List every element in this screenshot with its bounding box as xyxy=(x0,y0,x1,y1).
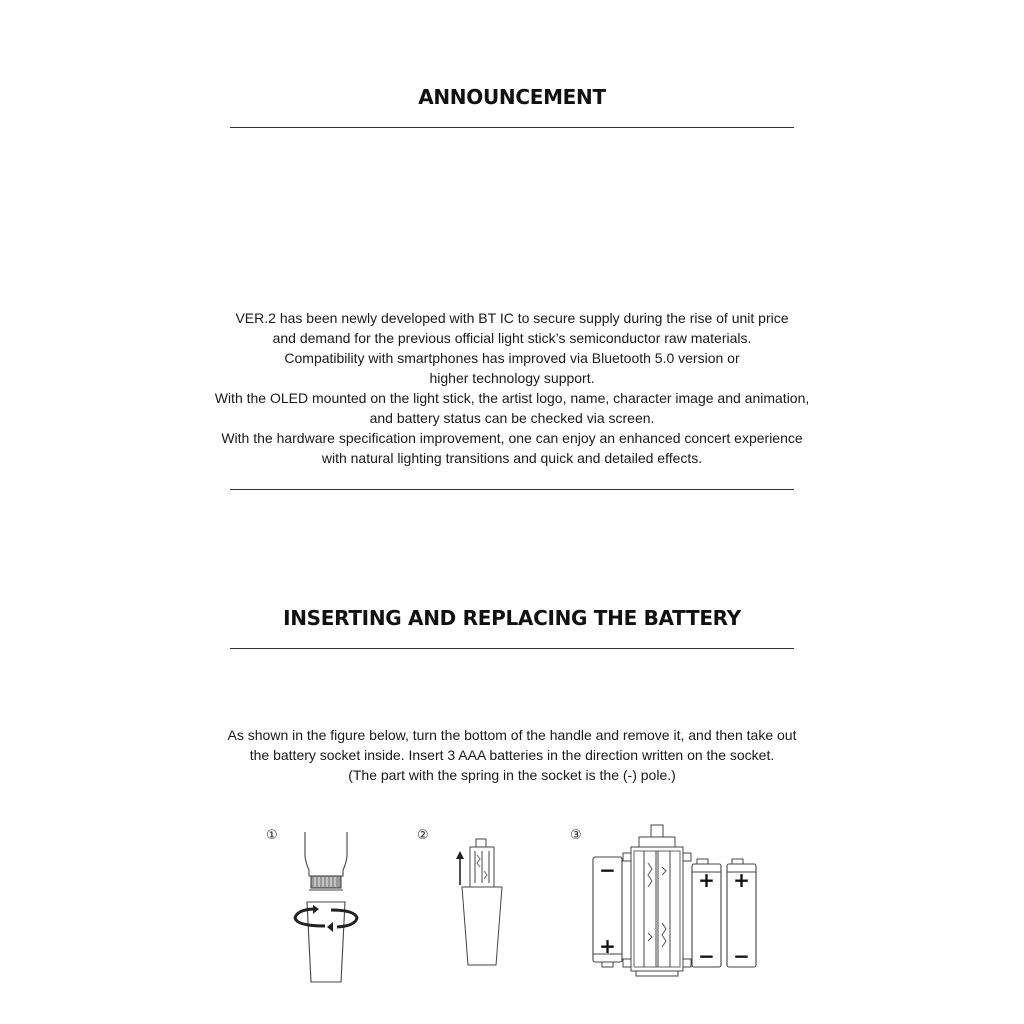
step-1-illustration xyxy=(285,830,375,990)
up-arrow-icon xyxy=(456,851,464,885)
rotate-arrow-icon xyxy=(295,909,357,927)
battery-instruction-line: (The part with the spring in the socket is the (-) pole.) xyxy=(348,767,676,783)
battery-instruction-line: As shown in the figure below, turn the bottom of the handle and remove it, and then take out xyxy=(227,727,797,743)
announcement-line: VER.2 has been newly developed with BT IC to secure supply during the rise of unit price xyxy=(235,310,789,326)
aaa-battery-right xyxy=(727,859,756,968)
battery-socket xyxy=(623,825,691,976)
aaa-battery-middle xyxy=(692,859,721,968)
announcement-line: higher technology support. xyxy=(429,370,595,386)
step-1-label: ① xyxy=(266,828,278,843)
aaa-battery-left xyxy=(593,857,622,967)
battery-instructions xyxy=(200,725,824,785)
battery-plus-sign: + xyxy=(733,868,750,892)
battery-section-title: INSERTING AND REPLACING THE BATTERY xyxy=(283,606,741,630)
battery-plus-sign: + xyxy=(698,868,715,892)
battery-top-divider xyxy=(230,648,794,649)
announcement-top-divider xyxy=(230,127,794,128)
battery-plus-sign: + xyxy=(599,934,616,958)
step-3-illustration xyxy=(590,823,770,978)
battery-minus-sign: − xyxy=(599,858,616,882)
handle-top-shape xyxy=(305,832,347,876)
announcement-line: with natural lighting transitions and quick and detailed effects. xyxy=(321,450,703,466)
battery-minus-sign: − xyxy=(698,944,715,968)
step-2-label: ② xyxy=(417,828,429,843)
step-2-illustration xyxy=(448,835,518,970)
announcement-line: Compatibility with smartphones has improved via Bluetooth 5.0 version or xyxy=(284,350,740,366)
step-3-label: ③ xyxy=(570,828,582,843)
announcement-line: With the hardware specification improvement, one can enjoy an enhanced concert experience xyxy=(221,430,803,446)
announcement-line: and demand for the previous official light stick’s semiconductor raw materials. xyxy=(272,330,752,346)
handle-bottom-cap xyxy=(307,902,345,982)
announcement-bottom-divider xyxy=(230,489,794,490)
announcement-body xyxy=(200,308,824,468)
announcement-line: With the OLED mounted on the light stick, the artist logo, name, character image and animation, xyxy=(214,390,810,406)
announcement-title: ANNOUNCEMENT xyxy=(418,85,606,109)
battery-minus-sign: − xyxy=(733,944,750,968)
announcement-line: and battery status can be checked via screen. xyxy=(369,410,655,426)
battery-instruction-line: the battery socket inside. Insert 3 AAA batteries in the direction written on the socket. xyxy=(249,747,775,763)
